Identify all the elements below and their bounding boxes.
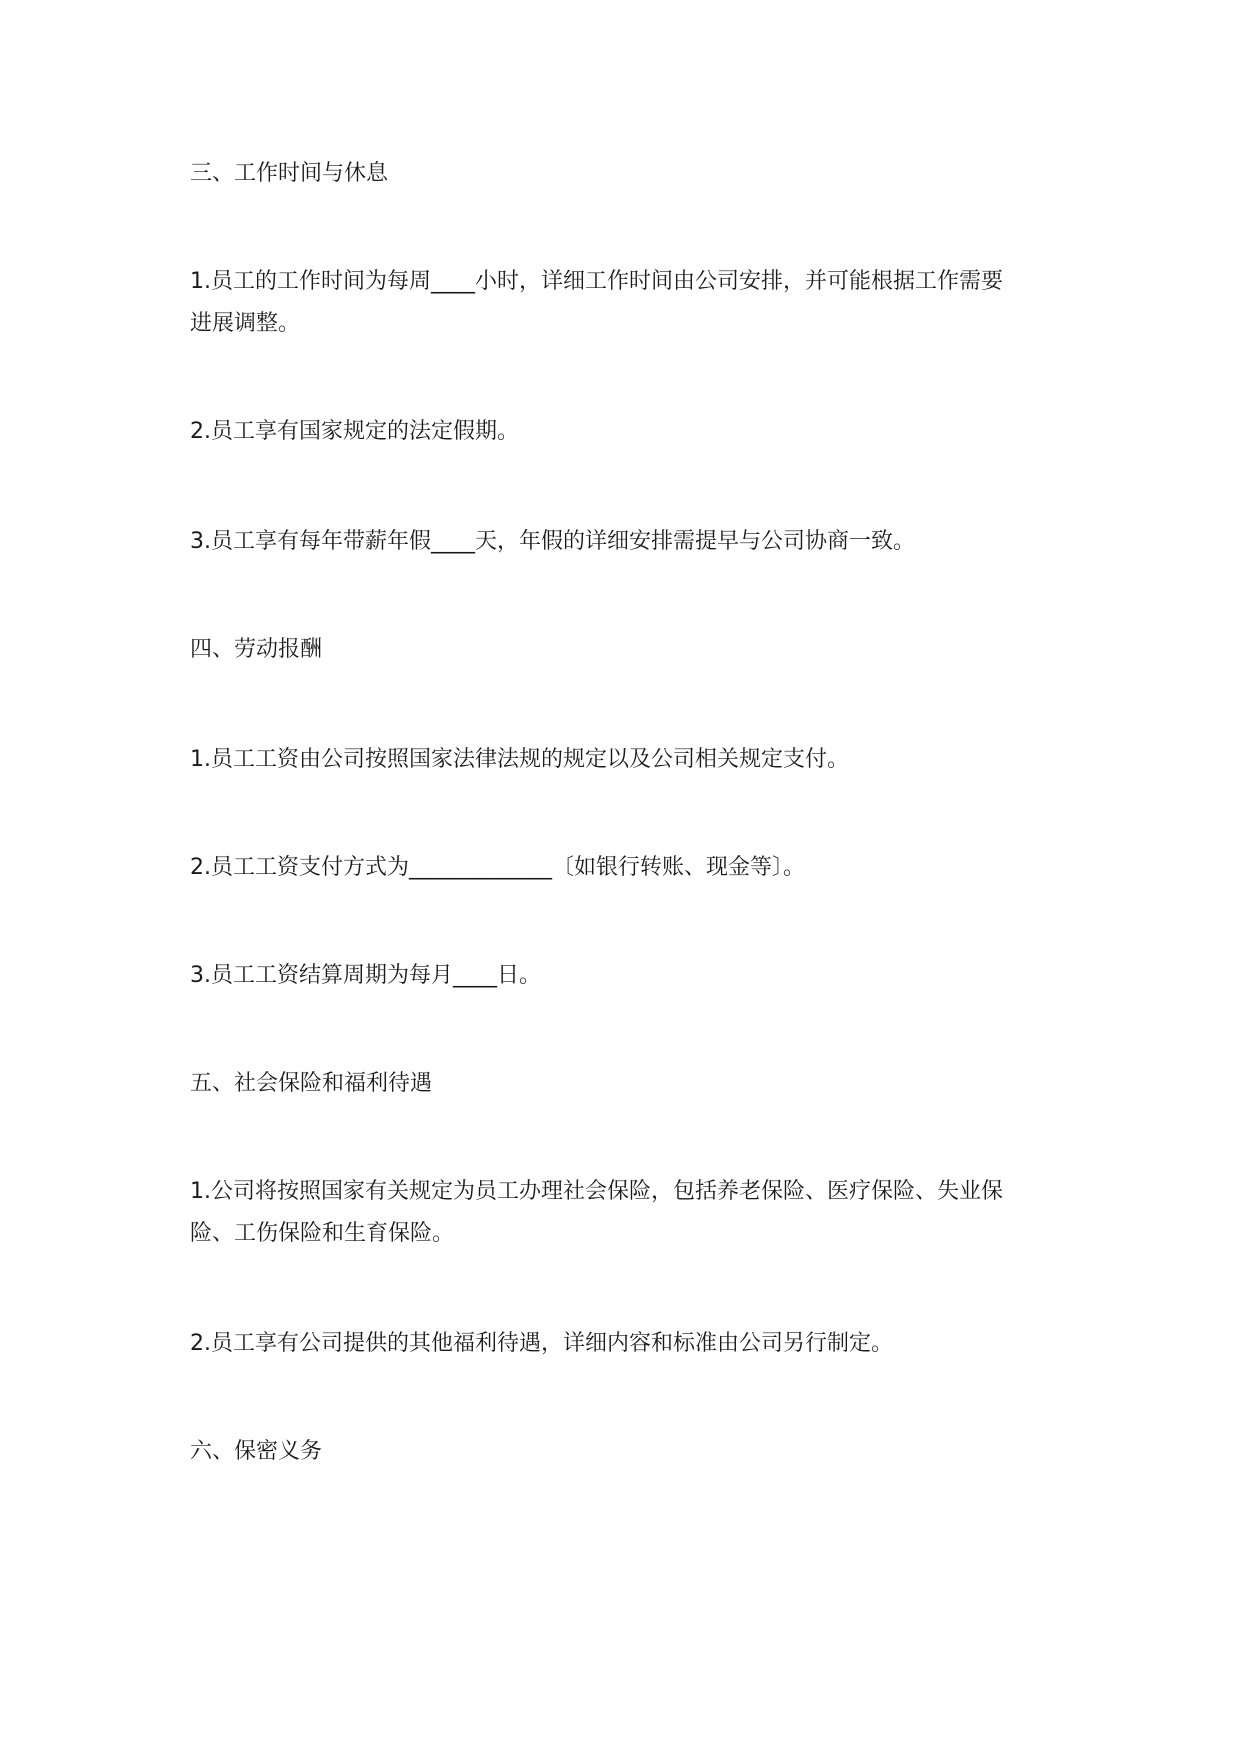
paragraph-insurance-line2: 险、工伤保险和生育保险。 [190,1221,455,1246]
paragraph-annual-leave: 3.员工享有每年带薪年假____天，年假的详细安排需提早与公司协商一致。 [190,529,915,554]
section-heading-work-hours: 三、工作时间与休息 [190,161,389,186]
section-heading-remuneration: 四、劳动报酬 [190,637,323,662]
section-heading-social-insurance: 五、社会保险和福利待遇 [190,1071,433,1096]
paragraph-work-hours-line1: 1.员工的工作时间为每周____小时，详细工作时间由公司安排，并可能根据工作需要 [190,269,1003,294]
paragraph-salary-payment: 1.员工工资由公司按照国家法律法规的规定以及公司相关规定支付。 [190,747,849,772]
paragraph-work-hours-line2: 进展调整。 [190,311,301,336]
paragraph-other-benefits: 2.员工享有公司提供的其他福利待遇，详细内容和标准由公司另行制定。 [190,1331,893,1356]
paragraph-holidays: 2.员工享有国家规定的法定假期。 [190,419,519,444]
section-heading-confidentiality: 六、保密义务 [190,1439,323,1464]
paragraph-pay-cycle: 3.员工工资结算周期为每月____日。 [190,963,541,988]
paragraph-payment-method: 2.员工工资支付方式为_____________〔如银行转账、现金等〕。 [190,855,805,880]
paragraph-insurance-line1: 1.公司将按照国家有关规定为员工办理社会保险，包括养老保险、医疗保险、失业保 [190,1179,1003,1204]
